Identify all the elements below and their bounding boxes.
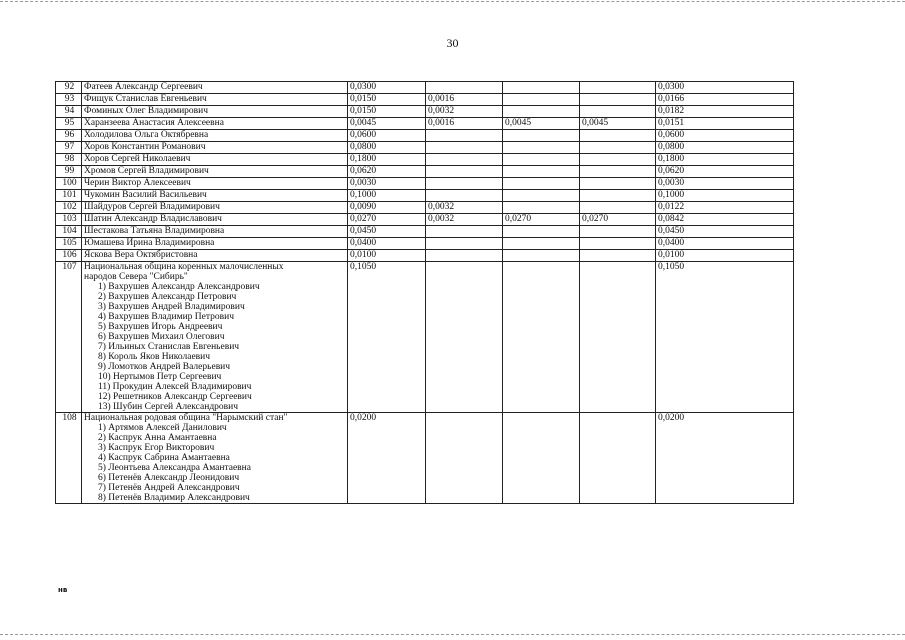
- share-value-4: [580, 130, 656, 142]
- page-number: 30: [446, 36, 459, 50]
- top-edge-line: [0, 1, 905, 2]
- group-member: 4) Вахрушев Владимир Петрович: [98, 312, 234, 322]
- owner-name: Шестакова Татьяна Владимировна: [82, 226, 348, 238]
- row-number: 92: [56, 82, 82, 94]
- group-member: 5) Вахрушев Игорь Андреевич: [98, 322, 223, 332]
- owner-name: Чукомин Василий Васильевич: [82, 190, 348, 202]
- share-value-2: [426, 82, 503, 94]
- share-value-3: [503, 262, 580, 413]
- share-value-2: [426, 130, 503, 142]
- share-value-2: [426, 178, 503, 190]
- group-member: 6) Петенёв Александр Леонидович: [98, 473, 240, 483]
- share-total: 0,0200: [656, 413, 794, 504]
- share-value-4: [580, 202, 656, 214]
- share-value-2: [426, 238, 503, 250]
- share-value-4: [580, 262, 656, 413]
- group-title-line: народов Севера "Сибирь": [84, 272, 188, 282]
- share-value-3: 0,0045: [503, 118, 580, 130]
- table-body: [56, 82, 794, 504]
- share-total: 0,1800: [656, 154, 794, 166]
- share-value-3: [503, 94, 580, 106]
- footer-mark: нв: [58, 586, 68, 594]
- table-row: [56, 238, 794, 250]
- share-value-1: 0,0100: [348, 250, 426, 262]
- bottom-edge-line: [0, 634, 905, 635]
- share-value-2: [426, 154, 503, 166]
- share-value-1: 0,0045: [348, 118, 426, 130]
- share-value-3: [503, 166, 580, 178]
- group-member: 4) Каспрук Сабрина Амантаевна: [98, 453, 230, 463]
- share-value-3: [503, 250, 580, 262]
- share-value-2: 0,0032: [426, 202, 503, 214]
- group-member: 12) Решетников Александр Сергеевич: [98, 392, 252, 402]
- share-value-1: 0,0400: [348, 238, 426, 250]
- share-total: 0,0030: [656, 178, 794, 190]
- share-value-2: 0,0032: [426, 214, 503, 226]
- table-row: [56, 250, 794, 262]
- share-value-1: 0,1000: [348, 190, 426, 202]
- table-row: [56, 118, 794, 130]
- share-value-4: [580, 82, 656, 94]
- row-number: 104: [56, 226, 82, 238]
- share-value-1: 0,0450: [348, 226, 426, 238]
- group-member: 2) Вахрушев Александр Петрович: [98, 292, 237, 302]
- group-member: 1) Артямов Алексей Данилович: [98, 423, 227, 433]
- share-value-3: [503, 413, 580, 504]
- share-value-1: 0,1800: [348, 154, 426, 166]
- share-value-2: [426, 142, 503, 154]
- share-total: 0,1000: [656, 190, 794, 202]
- share-total: 0,0400: [656, 238, 794, 250]
- table-row: [56, 202, 794, 214]
- row-number: 97: [56, 142, 82, 154]
- share-value-2: [426, 250, 503, 262]
- share-value-2: [426, 262, 503, 413]
- share-value-1: 0,1050: [348, 262, 426, 413]
- owner-name: Черин Виктор Алексеевич: [82, 178, 348, 190]
- share-total: 0,0300: [656, 82, 794, 94]
- row-number: 101: [56, 190, 82, 202]
- share-value-3: [503, 238, 580, 250]
- share-value-2: 0,0016: [426, 94, 503, 106]
- share-value-4: [580, 166, 656, 178]
- share-value-3: 0,0270: [503, 214, 580, 226]
- table-row: [56, 190, 794, 202]
- share-value-1: 0,0030: [348, 178, 426, 190]
- share-value-3: [503, 82, 580, 94]
- table-row: [56, 106, 794, 118]
- group-row: [56, 413, 794, 504]
- share-value-1: 0,0150: [348, 94, 426, 106]
- owner-name: Хоров Константин Романович: [82, 142, 348, 154]
- share-value-2: 0,0016: [426, 118, 503, 130]
- row-number: 94: [56, 106, 82, 118]
- row-number: 98: [56, 154, 82, 166]
- row-number: 93: [56, 94, 82, 106]
- table-row: [56, 166, 794, 178]
- share-value-1: 0,0150: [348, 106, 426, 118]
- row-number: 99: [56, 166, 82, 178]
- group-name-cell: [82, 262, 348, 413]
- share-value-1: 0,0270: [348, 214, 426, 226]
- share-value-3: [503, 178, 580, 190]
- share-value-3: [503, 130, 580, 142]
- group-member: 10) Нертымов Петр Сергеевич: [98, 372, 222, 382]
- table-row: [56, 226, 794, 238]
- share-value-3: [503, 202, 580, 214]
- row-number: 100: [56, 178, 82, 190]
- share-total: 0,0450: [656, 226, 794, 238]
- owner-name: Яскова Вера Октябристовна: [82, 250, 348, 262]
- group-member: 2) Каспрук Анна Амантаевна: [98, 433, 217, 443]
- table-row: [56, 178, 794, 190]
- group-member: 3) Каспрук Егор Викторович: [98, 443, 215, 453]
- share-total: 0,0122: [656, 202, 794, 214]
- share-total: 0,0166: [656, 94, 794, 106]
- owner-name: Шайдуров Сергей Владимирович: [82, 202, 348, 214]
- row-number: 106: [56, 250, 82, 262]
- share-value-4: 0,0270: [580, 214, 656, 226]
- share-value-2: [426, 413, 503, 504]
- group-member: 11) Прокудин Алексей Владимирович: [98, 382, 252, 392]
- share-value-3: [503, 154, 580, 166]
- share-total: 0,0100: [656, 250, 794, 262]
- share-value-4: 0,0045: [580, 118, 656, 130]
- owner-name: Фоминых Олег Владимирович: [82, 106, 348, 118]
- row-number: 103: [56, 214, 82, 226]
- owner-name: Хромов Сергей Владимирович: [82, 166, 348, 178]
- group-member: 3) Вахрушев Андрей Владимирович: [98, 302, 245, 312]
- share-value-1: 0,0300: [348, 82, 426, 94]
- share-value-3: [503, 190, 580, 202]
- share-value-4: [580, 154, 656, 166]
- group-member: 5) Леонтьева Александра Амантаевна: [98, 463, 251, 473]
- share-total: 0,0800: [656, 142, 794, 154]
- row-number: 95: [56, 118, 82, 130]
- owner-name: Холодилова Ольга Октябревна: [82, 130, 348, 142]
- table-row: [56, 130, 794, 142]
- share-value-2: [426, 166, 503, 178]
- group-member: 8) Петенёв Владимир Александрович: [98, 493, 250, 503]
- share-total: 0,0600: [656, 130, 794, 142]
- table-row: [56, 82, 794, 94]
- share-value-4: [580, 413, 656, 504]
- share-value-4: [580, 250, 656, 262]
- share-value-1: 0,0200: [348, 413, 426, 504]
- share-value-4: [580, 178, 656, 190]
- group-title-line: Национальная родовая община "Нарымский стан": [84, 413, 288, 423]
- share-total: 0,1050: [656, 262, 794, 413]
- share-value-4: [580, 142, 656, 154]
- table-row: [56, 142, 794, 154]
- table-row: [56, 154, 794, 166]
- share-total: 0,0182: [656, 106, 794, 118]
- share-total: 0,0842: [656, 214, 794, 226]
- share-value-2: [426, 190, 503, 202]
- share-value-2: [426, 226, 503, 238]
- group-name-cell: [82, 413, 348, 504]
- owner-name: Хоров Сергей Николаевич: [82, 154, 348, 166]
- share-value-1: 0,0800: [348, 142, 426, 154]
- row-number: 96: [56, 130, 82, 142]
- owner-name: Шатин Александр Владиславович: [82, 214, 348, 226]
- share-value-4: [580, 106, 656, 118]
- row-number: 108: [56, 413, 82, 504]
- group-title-line: Национальная община коренных малочисленных: [84, 262, 284, 272]
- owner-name: Фатеев Александр Сергеевич: [82, 82, 348, 94]
- table-row: [56, 94, 794, 106]
- group-member: 13) Шубин Сергей Александрович: [98, 402, 238, 412]
- group-member: 7) Петенёв Андрей Александрович: [98, 483, 240, 493]
- share-value-3: [503, 142, 580, 154]
- owner-name: Харанзеева Анастасия Алексеевна: [82, 118, 348, 130]
- share-value-4: [580, 226, 656, 238]
- owner-name: Фищук Станислав Евгеньевич: [82, 94, 348, 106]
- share-value-1: 0,0600: [348, 130, 426, 142]
- share-value-3: [503, 106, 580, 118]
- group-row: [56, 262, 794, 413]
- group-member: 8) Король Яков Николаевич: [98, 352, 211, 362]
- shares-table: [55, 81, 794, 504]
- group-member: 6) Вахрушев Михаил Олегович: [98, 332, 225, 342]
- share-value-1: 0,0620: [348, 166, 426, 178]
- group-member: 1) Вахрушев Александр Александрович: [98, 282, 260, 292]
- group-member: 9) Ломотков Андрей Валерьевич: [98, 362, 231, 372]
- share-value-4: [580, 238, 656, 250]
- share-total: 0,0151: [656, 118, 794, 130]
- share-value-2: 0,0032: [426, 106, 503, 118]
- group-member: 7) Ильиных Станислав Евгеньевич: [98, 342, 240, 352]
- share-value-1: 0,0090: [348, 202, 426, 214]
- row-number: 105: [56, 238, 82, 250]
- share-value-4: [580, 190, 656, 202]
- table-row: [56, 214, 794, 226]
- row-number: 102: [56, 202, 82, 214]
- share-value-4: [580, 94, 656, 106]
- share-total: 0,0620: [656, 166, 794, 178]
- share-value-3: [503, 226, 580, 238]
- row-number: 107: [56, 262, 82, 413]
- owner-name: Юмашева Ирина Владимировна: [82, 238, 348, 250]
